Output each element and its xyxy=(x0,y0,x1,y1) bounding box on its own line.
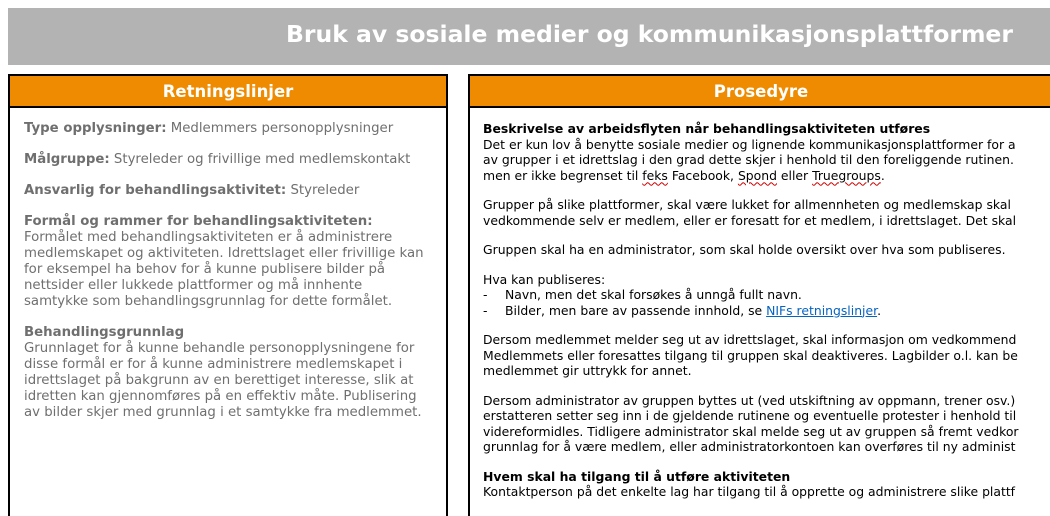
workflow-line: av grupper i et idrettslag i den grad dette skjer i henhold til den foreliggende rutinen. xyxy=(483,152,1014,167)
list-item xyxy=(483,303,1050,319)
basis-section xyxy=(24,325,446,421)
replace-line: grunnlag for å være medlem, eller administratorkontoen kan overføres til ny administ xyxy=(483,439,1016,454)
purpose-line: for eksempel ha behov for å kunne publisere bilder på xyxy=(24,262,386,277)
text-span: men er ikke begrenset til xyxy=(483,167,643,183)
list-item-text: Navn, men det skal forsøkes å unngå fullt navn. xyxy=(505,287,802,302)
type-label: Type opplysninger: xyxy=(24,121,167,136)
access-paragraph xyxy=(483,469,1050,500)
spellcheck-word: Spond xyxy=(737,167,777,183)
workflow-title: Beskrivelse av arbeidsflyten når behandlingsaktiviteten utføres xyxy=(483,121,931,136)
basis-line: idrettslaget på bakgrunn av en berettiget interesse, slik at xyxy=(24,373,414,388)
publish-intro: Hva kan publiseres: xyxy=(483,271,606,287)
publish-paragraph xyxy=(483,272,1050,319)
workflow-line: Det er kun lov å benytte sosiale medier og lignende kommunikasjonsplattformer for a xyxy=(483,136,1016,152)
leave-line: Dersom medlemmet melder seg ut av idrettslaget, skal informasjon om vedkommend xyxy=(483,332,1017,347)
list-item-text: . xyxy=(877,302,882,318)
basis-title: Behandlingsgrunnlag xyxy=(24,325,185,340)
procedure-panel xyxy=(468,74,1050,516)
replace-admin-paragraph xyxy=(483,393,1050,455)
group-label: Målgruppe: xyxy=(24,152,110,167)
leave-line: medlemmet gir uttrykk for annet. xyxy=(483,363,692,378)
purpose-line: nettsider eller lukkede plattformer og må innhente xyxy=(24,278,363,293)
groups-line: vedkommende selv er medlem, eller er foresatt for et medlem, i idrettslaget. Det skal xyxy=(483,212,1017,228)
workflow-paragraph xyxy=(483,121,1050,183)
purpose-line: samtykke som behandlingsgrunnlag for dette formålet. xyxy=(24,294,393,309)
guidelines-header: Retningslinjer xyxy=(10,76,446,108)
leave-line: Medlemmets eller foresattes tilgang til gruppen skal deaktiveres. Lagbilder o.l. kan be xyxy=(483,347,1018,363)
spellcheck-word: feks xyxy=(642,167,668,183)
basis-line: Grunnlaget for å kunne behandle personopplysningene for xyxy=(24,341,415,356)
admin-paragraph: Gruppen skal ha en administrator, som skal holde oversikt over hva som publiseres. xyxy=(483,242,1006,257)
nif-guidelines-link[interactable]: NIFs retningslinjer xyxy=(766,302,878,318)
type-row xyxy=(24,121,446,137)
purpose-title: Formål og rammer for behandlingsaktiviteten: xyxy=(24,214,373,229)
spellcheck-word: Truegroups xyxy=(812,167,881,183)
leave-paragraph xyxy=(483,332,1050,379)
text-span: . xyxy=(880,167,885,183)
group-value: Styreleder og frivillige med medlemskontakt xyxy=(109,152,411,167)
responsible-value: Styreleder xyxy=(286,183,360,198)
responsible-row xyxy=(24,183,446,199)
responsible-label: Ansvarlig for behandlingsaktivitet: xyxy=(24,183,287,198)
replace-line: erstatteren setter seg inn i de gjeldende rutinene og eventuelle protester i henhold til xyxy=(483,408,1017,423)
basis-line: idretten kan gjennomføres på en effektiv måte. Publisering xyxy=(24,389,417,404)
purpose-line: Formålet med behandlingsaktiviteten er å administrere xyxy=(24,230,393,245)
guidelines-panel xyxy=(8,74,448,516)
list-item xyxy=(483,287,1050,303)
basis-line: av bilder skjer med grunnlag i et samtykke fra medlemmet. xyxy=(24,405,422,420)
text-span: Facebook, xyxy=(667,167,738,183)
page-title: Bruk av sosiale medier og kommunikasjonsplattformer xyxy=(286,20,1013,48)
groups-paragraph xyxy=(483,197,1050,228)
basis-line: disse formål er for å kunne administrere medlemskapet i xyxy=(24,357,403,372)
list-item-text: Bilder, men bare av passende innhold, se xyxy=(505,302,767,318)
access-line: Kontaktperson på det enkelte lag har tilgang til å opprette og administrere slike plattf xyxy=(483,484,1016,499)
replace-line: videreformidles. Tidligere administrator skal melde seg ut av gruppen så fremt vedkor xyxy=(483,423,1019,439)
workflow-line xyxy=(483,168,1050,184)
group-row xyxy=(24,152,446,168)
list-dash: - xyxy=(483,302,488,318)
type-value: Medlemmers personopplysninger xyxy=(166,121,394,136)
groups-line: Grupper på slike plattformer, skal være lukket for allmennheten og medlemskap skal xyxy=(483,197,1011,212)
text-span: eller xyxy=(776,167,813,183)
guidelines-content xyxy=(10,108,446,421)
access-title: Hvem skal ha tilgang til å utføre aktiviteten xyxy=(483,468,791,484)
purpose-line: medlemskapet og aktiviteten. Idrettslaget eller frivillige kan xyxy=(24,246,424,261)
title-bar xyxy=(8,8,1050,65)
replace-line: Dersom administrator av gruppen byttes ut (ved utskiftning av oppmann, trener osv.) xyxy=(483,392,1016,408)
procedure-header: Prosedyre xyxy=(470,76,1050,108)
procedure-content xyxy=(470,108,1050,500)
purpose-section xyxy=(24,214,446,310)
list-dash: - xyxy=(483,287,488,302)
